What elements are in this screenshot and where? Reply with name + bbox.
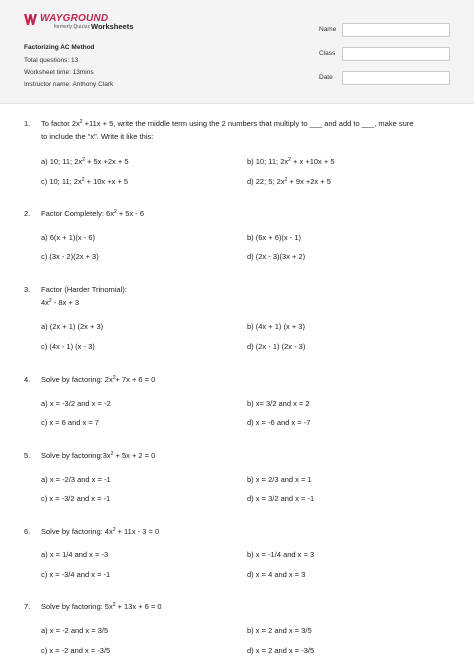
q2-option-c[interactable]: c) (3x - 2)(2x + 3) xyxy=(41,252,99,261)
q7-option-b[interactable]: b) x = 2 and x = 3/5 xyxy=(247,626,312,635)
q3-option-a[interactable]: a) (2x + 1) (2x + 3) xyxy=(41,322,104,331)
q6-option-a[interactable]: a) x = 1/4 and x = -3 xyxy=(41,550,109,559)
q3-option-c[interactable]: c) (4x - 1) (x - 3) xyxy=(41,342,95,351)
question-6-number: 6. xyxy=(24,527,31,536)
brand-subtitle: formerly Quizizz xyxy=(54,24,90,30)
q5-option-c[interactable]: c) x = -3/2 and x = -1 xyxy=(41,494,111,503)
question-1-text: To factor $2x^2 +11x + 5$, write the middle term using the 2 numbers that multiply to ___ and add to ___, make sure xyxy=(41,119,414,128)
worksheets-label: Worksheets xyxy=(91,22,134,31)
q4-option-b[interactable]: b) x= 3/2 and x = 2 xyxy=(247,399,310,408)
class-field[interactable] xyxy=(342,47,450,61)
question-2-number: 2. xyxy=(24,209,31,218)
q6-option-d[interactable]: d) x = 4 and x = 3 xyxy=(247,570,306,579)
name-field[interactable] xyxy=(342,23,450,37)
q1-option-a[interactable]: a) 10; 11; $2x^2 + 5x +2x + 5$ xyxy=(41,157,129,166)
wayground-logo-icon xyxy=(24,14,37,25)
q5-option-b[interactable]: b) x = 2/3 and x = 1 xyxy=(247,475,312,484)
instructor-name: Instructor name: Anthony Clark xyxy=(24,81,114,88)
brand-name: WAYGROUND xyxy=(40,13,109,24)
total-questions: Total questions: 13 xyxy=(24,57,79,64)
q2-option-d[interactable]: d) (2x - 3)(3x + 2) xyxy=(247,252,306,261)
question-7-number: 7. xyxy=(24,602,31,611)
q3-option-d[interactable]: d) (2x - 1) (2x - 3) xyxy=(247,342,306,351)
q6-option-c[interactable]: c) x = -3/4 and x = -1 xyxy=(41,570,111,579)
date-field[interactable] xyxy=(342,71,450,85)
question-2-text: Factor Completely: $6x^2 + 5x - 6$ xyxy=(41,209,145,218)
question-4-number: 4. xyxy=(24,375,31,384)
question-3-number: 3. xyxy=(24,285,31,294)
q5-option-a[interactable]: a) x = -2/3 and x = -1 xyxy=(41,475,111,484)
question-3-expression: $4x^2 - 8x + 3$ xyxy=(41,298,80,307)
q7-option-c[interactable]: c) x = -2 and x = -3/5 xyxy=(41,646,111,655)
question-4-text: Solve by factoring: $2x^2+ 7x + 6 = 0$ xyxy=(41,375,156,384)
q4-option-d[interactable]: d) x = -6 and x = -7 xyxy=(247,418,311,427)
q6-option-b[interactable]: b) x = -1/4 and x = 3 xyxy=(247,550,315,559)
q4-option-a[interactable]: a) x = -3/2 and x = -2 xyxy=(41,399,111,408)
q3-option-b[interactable]: b) (4x + 1) (x + 3) xyxy=(247,322,305,331)
worksheet-header xyxy=(0,0,474,104)
q7-option-a[interactable]: a) x = -2 and x = 3/5 xyxy=(41,626,109,635)
class-label: Class xyxy=(319,50,336,57)
q5-option-d[interactable]: d) x = 3/2 and x = -1 xyxy=(247,494,315,503)
name-label: Name xyxy=(319,26,337,33)
date-label: Date xyxy=(319,74,333,81)
worksheet-time: Worksheet time: 13mins xyxy=(24,69,94,76)
question-5-text: Solve by $factoring:3x^2 + 5x + 2 = 0$ xyxy=(41,451,156,460)
question-3-text: Factor (Harder Trinomial): xyxy=(41,285,127,294)
q1-option-c[interactable]: c) 10; 11; $2x^2 + 10x +x + 5$ xyxy=(41,177,129,186)
question-1-number: 1. xyxy=(24,119,31,128)
question-1-text-cont: to include the "x". Write it like this: xyxy=(41,132,154,141)
q2-option-b[interactable]: b) (6x + 6)(x - 1) xyxy=(247,233,301,242)
worksheet-title: Factorizing AC Method xyxy=(24,44,95,51)
q1-option-d[interactable]: d) 22; 5; $2x^2 + 9x +2x + 5$ xyxy=(247,177,331,186)
q1-option-b[interactable]: b) 10; 11; $2x^2 + x +10x + 5$ xyxy=(247,157,335,166)
question-7-text: Solve by factoring: $5x^2 + 13x + 6 = 0$ xyxy=(41,602,162,611)
question-5-number: 5. xyxy=(24,451,31,460)
question-6-text: Solve by factoring: $4x^2 + 11x - 3 = 0$ xyxy=(41,527,160,536)
q4-option-c[interactable]: c) x = 6 and x = 7 xyxy=(41,418,99,427)
q2-option-a[interactable]: a) 6(x + 1)(x - 6) xyxy=(41,233,95,242)
q7-option-d[interactable]: d) x = 2 and x = -3/5 xyxy=(247,646,315,655)
